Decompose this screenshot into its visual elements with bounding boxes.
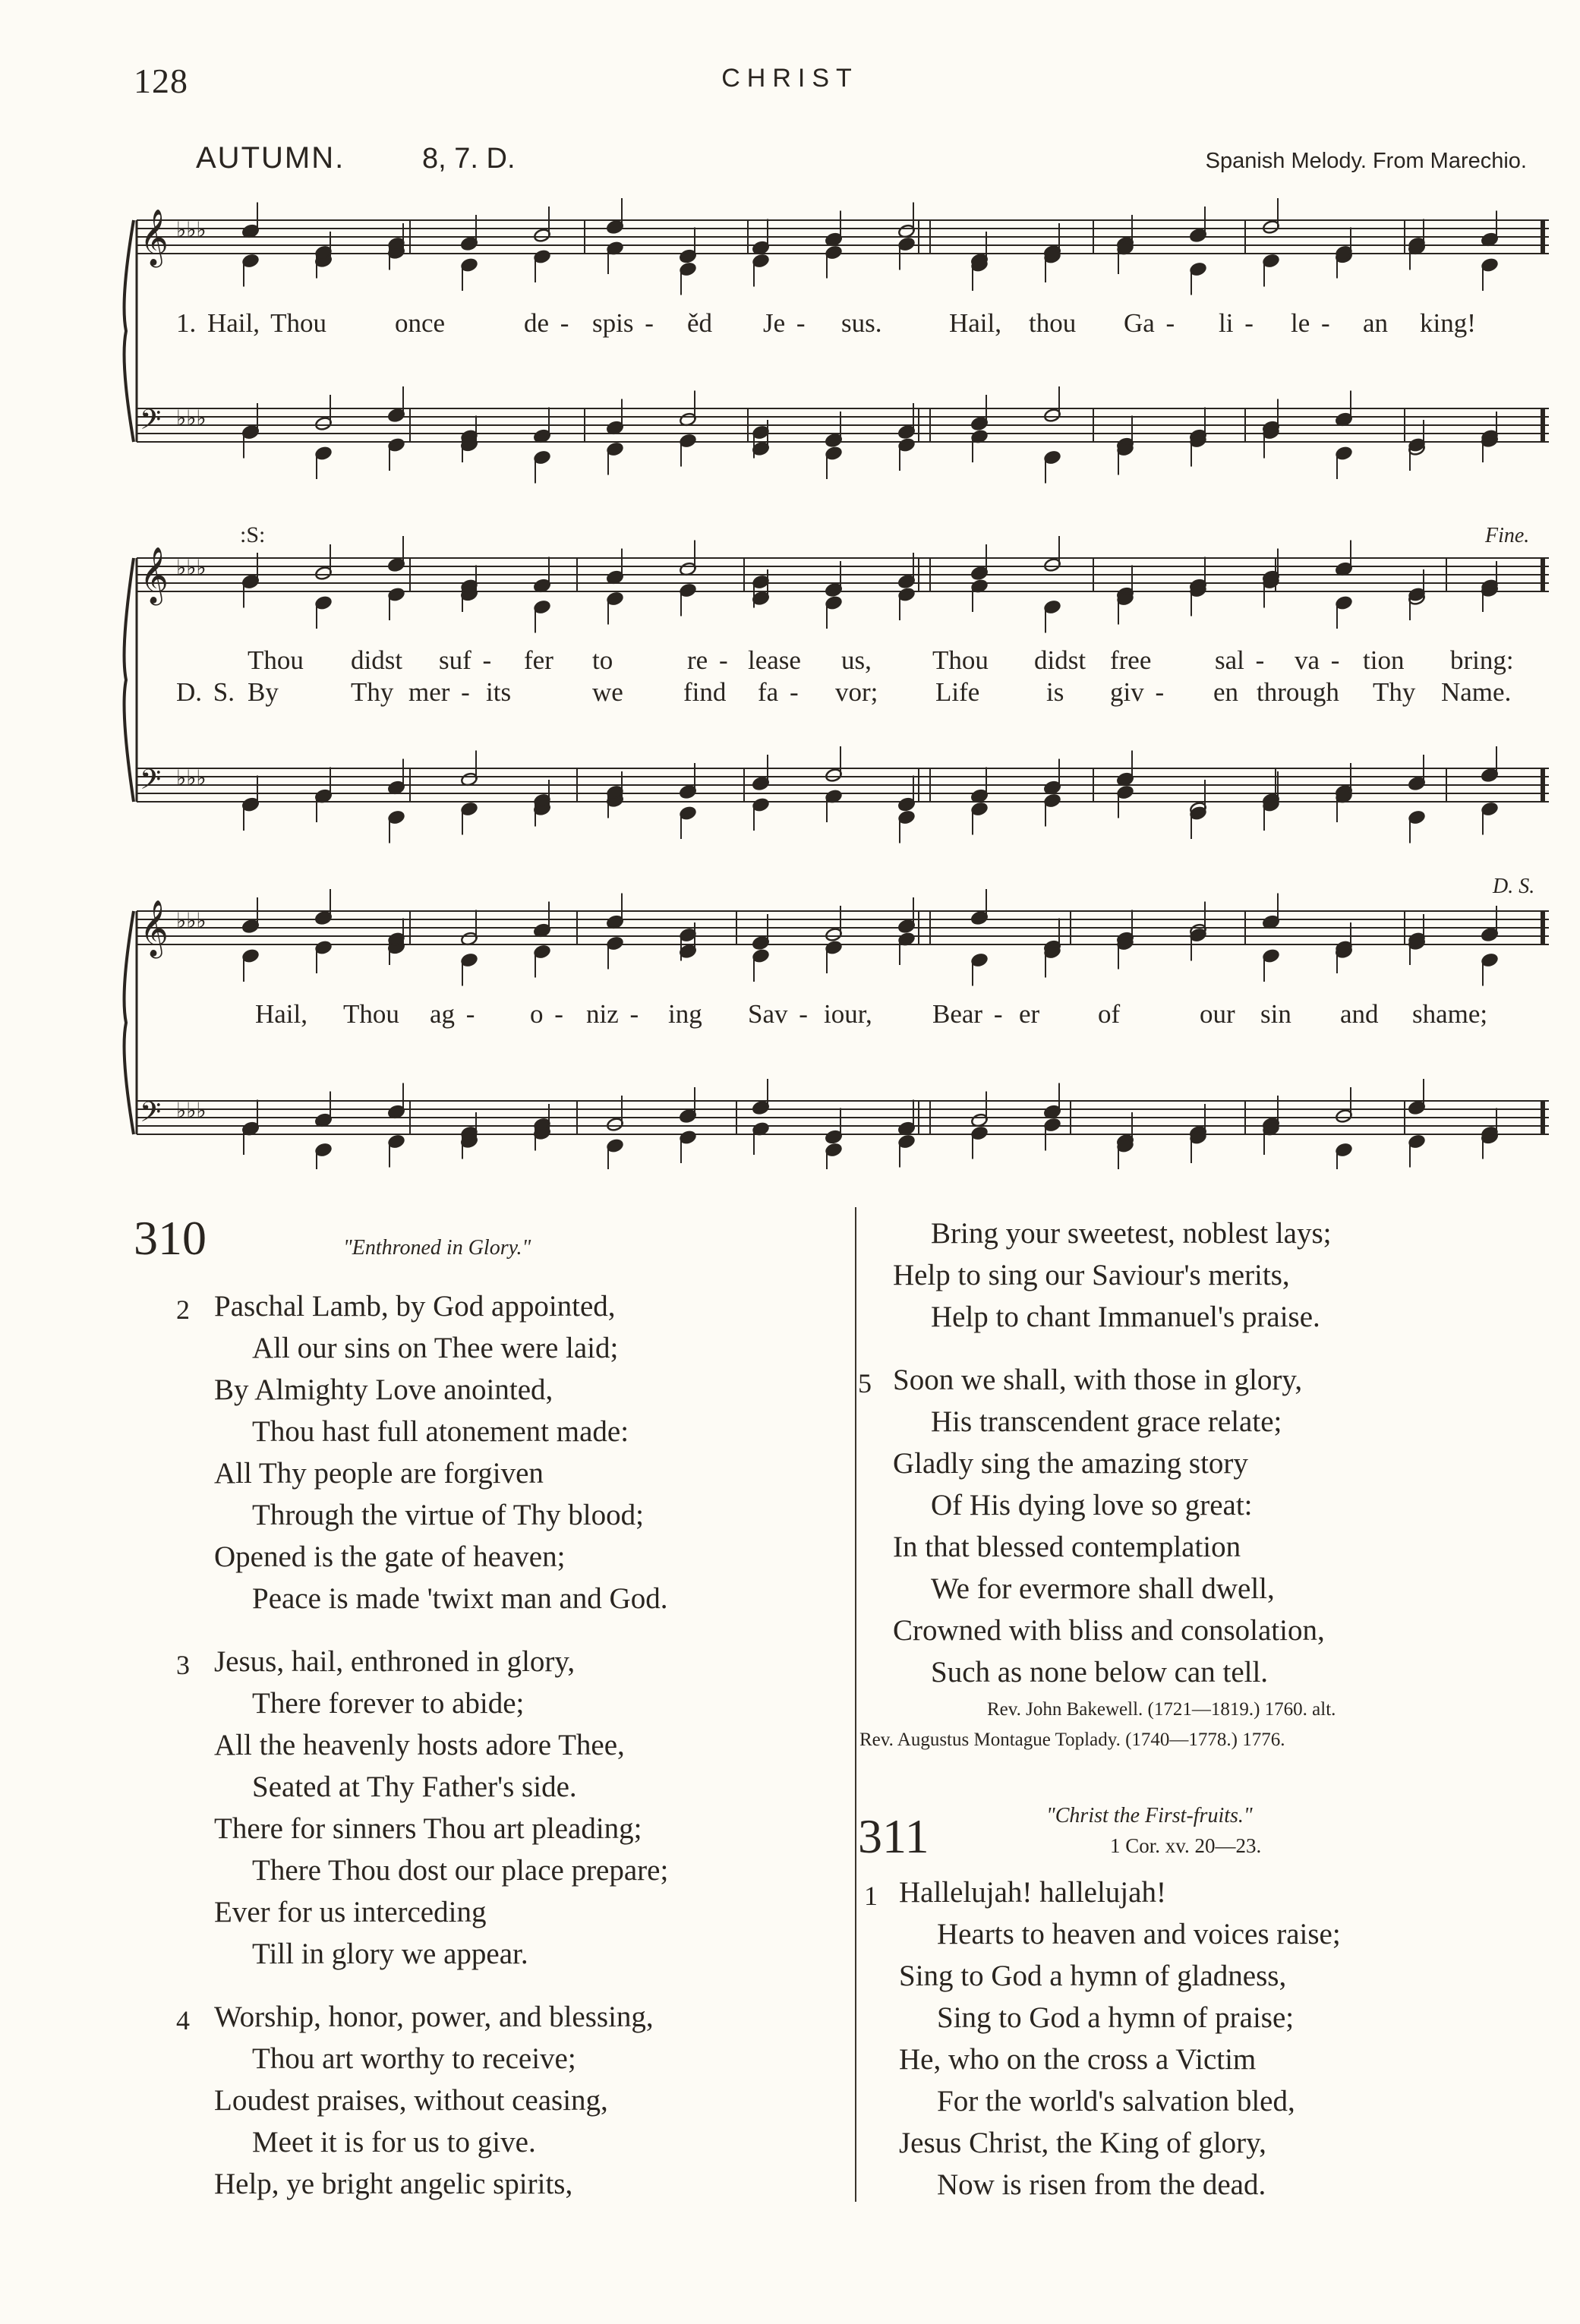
lyric-syllable: an <box>1363 308 1389 338</box>
lyric-syllable: lease <box>748 645 801 675</box>
verse-line: All the heavenly hosts adore Thee, <box>214 1729 625 1761</box>
lyric-syllable: to <box>592 645 613 675</box>
bass-clef-icon: 𝄢 <box>140 404 162 443</box>
verse-line: Thou art worthy to receive; <box>252 2042 576 2075</box>
lyric-syllable: o - <box>530 999 563 1029</box>
lyric-syllable: ag - <box>430 999 475 1029</box>
fine-mark: Fine. <box>1485 524 1530 547</box>
tune-meter: 8, 7. D. <box>422 143 516 175</box>
lyric-syllable: mer - <box>408 677 470 707</box>
treble-clef-icon: 𝄞 <box>140 900 169 957</box>
verse-line: Sing to God a hymn of praise; <box>937 2001 1295 2034</box>
lyric-syllable: By <box>248 677 279 707</box>
lyric-syllable: once <box>395 308 446 338</box>
stanza-number: 2 <box>176 1294 190 1325</box>
lyric-syllable: Bear - <box>932 999 1003 1029</box>
lyric-syllable: le - <box>1291 308 1330 338</box>
lyric-syllable: re - <box>687 645 728 675</box>
hymn-310-title: "Enthroned in Glory." <box>343 1236 531 1260</box>
verse-line: Jesus Christ, the King of glory, <box>899 2127 1266 2159</box>
verse-line: For the world's salvation bled, <box>937 2085 1295 2117</box>
key-signature-icon: ♭♭♭ <box>176 405 207 430</box>
system-brace <box>125 220 134 442</box>
lyric-syllable: Je - <box>763 308 806 338</box>
verse-line: Thou hast full atonement made: <box>252 1415 629 1448</box>
verse-line: In that blessed contemplation <box>893 1531 1241 1563</box>
lyric-syllable: en <box>1213 677 1239 707</box>
verse-line: By Almighty Love anointed, <box>214 1373 553 1406</box>
lyric-syllable: spis - <box>592 308 654 338</box>
tune-name: AUTUMN. <box>196 141 345 175</box>
lyric-syllable: king! <box>1420 308 1476 338</box>
lyric-syllable: Thou <box>932 645 989 675</box>
dal-segno-mark: D. S. <box>1493 875 1535 898</box>
hymn-311-title: "Christ the First-fruits." <box>1046 1804 1253 1827</box>
lyric-syllable: of <box>1098 999 1121 1029</box>
verse-line: Paschal Lamb, by God appointed, <box>214 1290 616 1323</box>
verse-line: We for evermore shall dwell, <box>931 1572 1275 1605</box>
lyric-syllable: Name. <box>1441 677 1512 707</box>
lyric-syllable: sus. <box>841 308 882 338</box>
verse-line: There forever to abide; <box>252 1687 525 1720</box>
lyric-syllable: vor; <box>835 677 878 707</box>
lyric-syllable: its <box>486 677 512 707</box>
verse-line: All Thy people are forgiven <box>214 1457 544 1490</box>
key-signature-icon: ♭♭♭ <box>176 1098 207 1123</box>
verse-line: Loudest praises, without ceasing, <box>214 2084 608 2117</box>
segno-mark: :S: <box>240 522 266 547</box>
stanza-number: 4 <box>176 2005 190 2035</box>
verse-line: Opened is the gate of heaven; <box>214 1540 566 1573</box>
stanza-number: 1 <box>864 1881 878 1911</box>
lyric-syllable: didst <box>1034 645 1086 675</box>
verse-line: Seated at Thy Father's side. <box>252 1771 577 1803</box>
stanza-number: 3 <box>176 1650 190 1680</box>
verse-line: He, who on the cross a Victim <box>899 2043 1257 2076</box>
lyric-syllable: Thou <box>248 645 304 675</box>
verse-line: Through the virtue of Thy blood; <box>252 1499 644 1531</box>
hymn-310-number: 310 <box>134 1211 207 1265</box>
verse-line: All our sins on Thee were laid; <box>252 1332 619 1364</box>
lyric-syllable: de - <box>524 308 569 338</box>
key-signature-icon: ♭♭♭ <box>176 765 207 790</box>
lyric-syllable: Ga - <box>1124 308 1175 338</box>
lyric-syllable: us, <box>841 645 872 675</box>
key-signature-icon: ♭♭♭ <box>176 217 207 242</box>
verse-line: Meet it is for us to give. <box>252 2126 536 2158</box>
lyric-syllable: thou <box>1029 308 1077 338</box>
treble-clef-icon: 𝄞 <box>140 547 169 604</box>
verse-line: His transcendent grace relate; <box>931 1405 1282 1438</box>
running-head: CHRIST <box>721 64 859 93</box>
verse-line: Bring your sweetest, noblest lays; <box>931 1217 1332 1250</box>
verse-line: Ever for us interceding <box>214 1896 487 1928</box>
bass-clef-icon: 𝄢 <box>140 764 162 803</box>
verse-line: There for sinners Thou art pleading; <box>214 1812 642 1845</box>
verse-line: Help, ye bright angelic spirits, <box>214 2168 573 2200</box>
verse-line: Hallelujah! hallelujah! <box>899 1876 1166 1909</box>
lyric-syllable: find <box>683 677 727 707</box>
lyric-syllable: Thou <box>343 999 399 1029</box>
system-brace <box>125 558 134 802</box>
lyric-syllable: giv - <box>1110 677 1165 707</box>
lyric-syllable: bring: <box>1450 645 1514 675</box>
lyric-syllable: shame; <box>1412 999 1488 1029</box>
verse-line: Jesus, hail, enthroned in glory, <box>214 1645 576 1678</box>
lyric-syllable: niz - <box>586 999 639 1029</box>
lyric-syllable: va - <box>1295 645 1340 675</box>
lyric-syllable: D. S. <box>176 677 235 707</box>
verse-line: Gladly sing the amazing story <box>893 1447 1248 1480</box>
lyric-syllable: Hail, <box>949 308 1002 338</box>
verse-line: There Thou dost our place prepare; <box>252 1854 669 1887</box>
key-signature-icon: ♭♭♭ <box>176 908 207 933</box>
key-signature-icon: ♭♭♭ <box>176 555 207 580</box>
stanza-number: 5 <box>858 1368 872 1398</box>
lyric-syllable: Hail, <box>255 999 308 1029</box>
lyric-syllable: Life <box>935 677 980 707</box>
lyric-syllable: ing <box>668 999 702 1029</box>
verse-line: Sing to God a hymn of gladness, <box>899 1960 1287 1992</box>
lyric-syllable: ěd <box>687 308 713 338</box>
lyric-syllable: through <box>1257 677 1339 707</box>
verse-line: Help to sing our Saviour's merits, <box>893 1259 1290 1291</box>
verse-line: Till in glory we appear. <box>252 1938 528 1970</box>
lyric-syllable: 1. Hail, Thou <box>176 308 327 338</box>
treble-clef-icon: 𝄞 <box>140 210 169 266</box>
lyric-syllable: Sav - <box>748 999 808 1029</box>
system-brace <box>125 911 134 1134</box>
lyric-syllable: Thy <box>1373 677 1416 707</box>
lyric-syllable: li - <box>1219 308 1254 338</box>
lyric-syllable: didst <box>351 645 403 675</box>
hymn-311-number: 311 <box>858 1809 929 1863</box>
lyric-syllable: sal - <box>1215 645 1265 675</box>
attribution-bakewell: Rev. John Bakewell. (1721—1819.) 1760. alt. <box>987 1699 1336 1720</box>
verse-line: Peace is made 'twixt man and God. <box>252 1582 668 1615</box>
lyric-syllable: iour, <box>824 999 872 1029</box>
lyric-syllable: free <box>1110 645 1152 675</box>
lyric-syllable: fer <box>524 645 553 675</box>
verse-line: Help to chant Immanuel's praise. <box>931 1301 1320 1333</box>
lyric-syllable: we <box>592 677 623 707</box>
verse-line: Worship, honor, power, and blessing, <box>214 2001 654 2033</box>
column-rule <box>855 1207 856 2202</box>
lyric-syllable: fa - <box>758 677 799 707</box>
lyric-syllable: is <box>1046 677 1064 707</box>
page-number: 128 <box>134 61 188 100</box>
verse-line: Such as none below can tell. <box>931 1656 1269 1689</box>
tune-source: Spanish Melody. From Marechio. <box>1205 149 1527 173</box>
lyric-syllable: our <box>1200 999 1235 1029</box>
lyric-syllable: sin <box>1260 999 1291 1029</box>
lyric-syllable: suf - <box>439 645 492 675</box>
bass-clef-icon: 𝄢 <box>140 1096 162 1135</box>
verse-line: Now is risen from the dead. <box>937 2168 1266 2201</box>
verse-line: Hearts to heaven and voices raise; <box>937 1918 1341 1950</box>
verse-line: Soon we shall, with those in glory, <box>893 1364 1303 1396</box>
lyric-syllable: and <box>1340 999 1379 1029</box>
lyric-syllable: Thy <box>351 677 394 707</box>
lyric-syllable: er <box>1019 999 1040 1029</box>
lyric-syllable: tion <box>1363 645 1405 675</box>
verse-line: Of His dying love so great: <box>931 1489 1253 1521</box>
verse-line: Crowned with bliss and consolation, <box>893 1614 1325 1647</box>
hymn-311-reference: 1 Cor. xv. 20—23. <box>1110 1834 1262 1857</box>
attribution-toplady: Rev. Augustus Montague Toplady. (1740—1778.) 1776. <box>859 1730 1285 1750</box>
